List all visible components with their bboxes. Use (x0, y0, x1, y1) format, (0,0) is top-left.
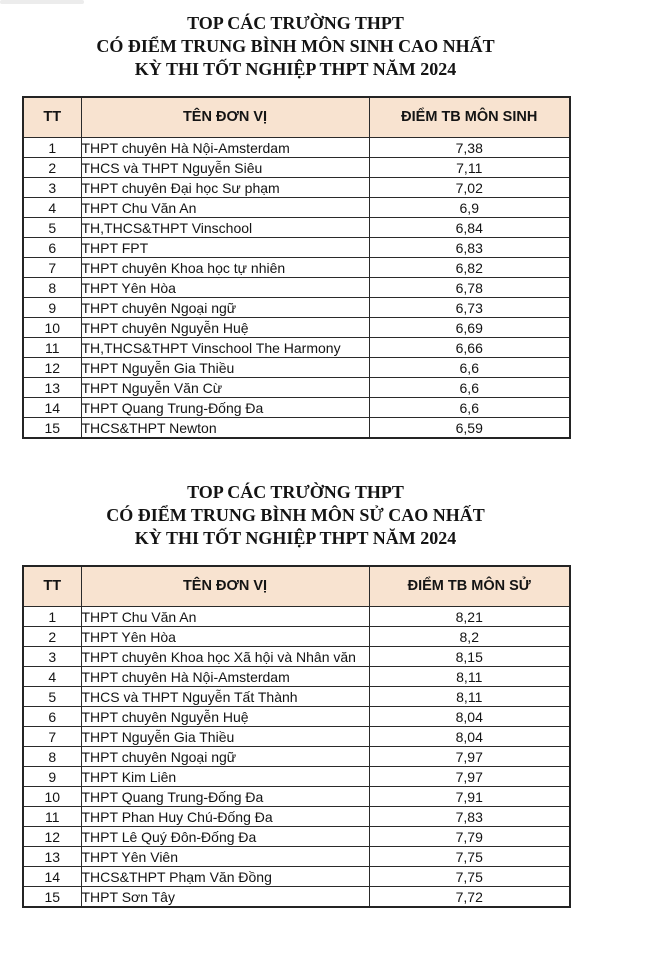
table-row (23, 707, 570, 727)
rank-cell: 4 (23, 198, 81, 218)
table-row (23, 767, 570, 787)
school-name-cell: TH,THCS&THPT Vinschool The Harmony (81, 338, 369, 358)
rank-cell: 9 (23, 767, 81, 787)
table-row (23, 298, 570, 318)
school-name-cell: THPT Sơn Tây (81, 887, 369, 908)
rank-cell: 10 (23, 318, 81, 338)
score-cell: 7,79 (369, 827, 570, 847)
title-line: TOP CÁC TRƯỜNG THPT (187, 13, 404, 33)
school-name-cell: THPT chuyên Nguyễn Huệ (81, 707, 369, 727)
score-cell: 6,69 (369, 318, 570, 338)
rank-cell: 8 (23, 747, 81, 767)
score-cell: 7,11 (369, 158, 570, 178)
table-header-row (23, 566, 570, 607)
school-name-cell: THPT Nguyễn Gia Thiều (81, 727, 369, 747)
sinh-section (22, 0, 569, 439)
table-row (23, 358, 570, 378)
score-cell: 6,82 (369, 258, 570, 278)
score-cell: 8,04 (369, 727, 570, 747)
school-name-cell: THPT Nguyễn Văn Cừ (81, 378, 369, 398)
school-name-cell: THPT Quang Trung-Đống Đa (81, 787, 369, 807)
rank-cell: 8 (23, 278, 81, 298)
school-name-column-header: TÊN ĐƠN VỊ (81, 97, 369, 138)
rank-cell: 13 (23, 378, 81, 398)
school-name-cell: THPT Chu Văn An (81, 607, 369, 627)
rank-cell: 11 (23, 807, 81, 827)
rank-cell: 2 (23, 158, 81, 178)
title-line: KỲ THI TỐT NGHIỆP THPT NĂM 2024 (134, 528, 457, 548)
title-line: KỲ THI TỐT NGHIỆP THPT NĂM 2024 (134, 59, 457, 79)
school-name-cell: THPT chuyên Đại học Sư phạm (81, 178, 369, 198)
school-name-cell: THCS&THPT Newton (81, 418, 369, 439)
school-name-cell: THPT Lê Quý Đôn-Đống Đa (81, 827, 369, 847)
title-line: CÓ ĐIỂM TRUNG BÌNH MÔN SỬ CAO NHẤT (106, 505, 485, 525)
rank-cell: 6 (23, 238, 81, 258)
rank-cell: 14 (23, 867, 81, 887)
rank-cell: 3 (23, 647, 81, 667)
table-row (23, 887, 570, 908)
school-name-cell: THPT Yên Hòa (81, 627, 369, 647)
rank-cell: 5 (23, 687, 81, 707)
score-cell: 7,02 (369, 178, 570, 198)
score-cell: 7,97 (369, 747, 570, 767)
table-row (23, 158, 570, 178)
sinh-table-title (22, 0, 569, 81)
rank-cell: 1 (23, 138, 81, 158)
su-section (22, 439, 569, 908)
school-name-cell: THPT Nguyễn Gia Thiều (81, 358, 369, 378)
table-row (23, 627, 570, 647)
score-cell: 6,73 (369, 298, 570, 318)
table-row (23, 418, 570, 439)
rank-cell: 10 (23, 787, 81, 807)
rank-cell: 14 (23, 398, 81, 418)
score-cell: 6,84 (369, 218, 570, 238)
school-name-cell: THPT chuyên Ngoại ngữ (81, 747, 369, 767)
table-row (23, 687, 570, 707)
table-row (23, 807, 570, 827)
rank-column-header: TT (23, 566, 81, 607)
score-cell: 6,59 (369, 418, 570, 439)
title-line: TOP CÁC TRƯỜNG THPT (187, 482, 404, 502)
table-row (23, 727, 570, 747)
score-cell: 7,97 (369, 767, 570, 787)
table-row (23, 867, 570, 887)
table-row (23, 607, 570, 627)
table-row (23, 398, 570, 418)
table-row (23, 747, 570, 767)
score-cell: 8,11 (369, 667, 570, 687)
school-name-cell: THPT chuyên Ngoại ngữ (81, 298, 369, 318)
su-table-title (22, 439, 569, 550)
score-cell: 6,6 (369, 378, 570, 398)
school-name-cell: THPT Phan Huy Chú-Đống Đa (81, 807, 369, 827)
score-cell: 7,91 (369, 787, 570, 807)
school-name-cell: THPT FPT (81, 238, 369, 258)
score-cell: 6,9 (369, 198, 570, 218)
school-name-cell: TH,THCS&THPT Vinschool (81, 218, 369, 238)
score-cell: 6,66 (369, 338, 570, 358)
rank-cell: 3 (23, 178, 81, 198)
school-name-cell: THPT Chu Văn An (81, 198, 369, 218)
table-row (23, 198, 570, 218)
school-name-cell: THPT chuyên Nguyễn Huệ (81, 318, 369, 338)
school-name-cell: THPT Yên Viên (81, 847, 369, 867)
school-name-cell: THPT chuyên Hà Nội-Amsterdam (81, 667, 369, 687)
table-row (23, 178, 570, 198)
su-score-table (22, 565, 571, 908)
score-cell: 8,11 (369, 687, 570, 707)
table-row (23, 667, 570, 687)
rank-cell: 15 (23, 887, 81, 908)
rank-cell: 7 (23, 258, 81, 278)
school-name-cell: THPT Quang Trung-Đống Đa (81, 398, 369, 418)
score-cell: 7,83 (369, 807, 570, 827)
table-row (23, 318, 570, 338)
score-cell: 7,38 (369, 138, 570, 158)
rank-cell: 6 (23, 707, 81, 727)
screenshot-edge-artifact (0, 0, 84, 4)
table-row (23, 138, 570, 158)
table-row (23, 278, 570, 298)
score-column-header: ĐIỂM TB MÔN SINH (369, 97, 570, 138)
school-name-cell: THCS&THPT Phạm Văn Đồng (81, 867, 369, 887)
rank-cell: 13 (23, 847, 81, 867)
school-name-cell: THPT Kim Liên (81, 767, 369, 787)
table-row (23, 827, 570, 847)
score-cell: 6,6 (369, 398, 570, 418)
table-row (23, 378, 570, 398)
rank-cell: 11 (23, 338, 81, 358)
rank-cell: 1 (23, 607, 81, 627)
score-cell: 7,75 (369, 867, 570, 887)
score-column-header: ĐIỂM TB MÔN SỬ (369, 566, 570, 607)
school-name-column-header: TÊN ĐƠN VỊ (81, 566, 369, 607)
school-name-cell: THPT chuyên Hà Nội-Amsterdam (81, 138, 369, 158)
school-name-cell: THCS và THPT Nguyễn Siêu (81, 158, 369, 178)
school-name-cell: THPT Yên Hòa (81, 278, 369, 298)
rank-cell: 4 (23, 667, 81, 687)
rank-cell: 9 (23, 298, 81, 318)
score-cell: 6,83 (369, 238, 570, 258)
rank-cell: 7 (23, 727, 81, 747)
sinh-score-table (22, 96, 571, 439)
score-cell: 8,15 (369, 647, 570, 667)
table-row (23, 238, 570, 258)
score-cell: 7,75 (369, 847, 570, 867)
rank-cell: 12 (23, 358, 81, 378)
rank-column-header: TT (23, 97, 81, 138)
rank-cell: 12 (23, 827, 81, 847)
school-name-cell: THPT chuyên Khoa học Xã hội và Nhân văn (81, 647, 369, 667)
score-cell: 8,2 (369, 627, 570, 647)
score-cell: 6,6 (369, 358, 570, 378)
table-row (23, 787, 570, 807)
school-name-cell: THPT chuyên Khoa học tự nhiên (81, 258, 369, 278)
score-cell: 7,72 (369, 887, 570, 908)
rank-cell: 15 (23, 418, 81, 439)
table-row (23, 338, 570, 358)
table-row (23, 847, 570, 867)
table-row (23, 647, 570, 667)
school-name-cell: THCS và THPT Nguyễn Tất Thành (81, 687, 369, 707)
rank-cell: 2 (23, 627, 81, 647)
table-header-row (23, 97, 570, 138)
table-row (23, 258, 570, 278)
rank-cell: 5 (23, 218, 81, 238)
table-row (23, 218, 570, 238)
title-line: CÓ ĐIỂM TRUNG BÌNH MÔN SINH CAO NHẤT (96, 36, 495, 56)
score-cell: 8,21 (369, 607, 570, 627)
score-cell: 8,04 (369, 707, 570, 727)
score-cell: 6,78 (369, 278, 570, 298)
